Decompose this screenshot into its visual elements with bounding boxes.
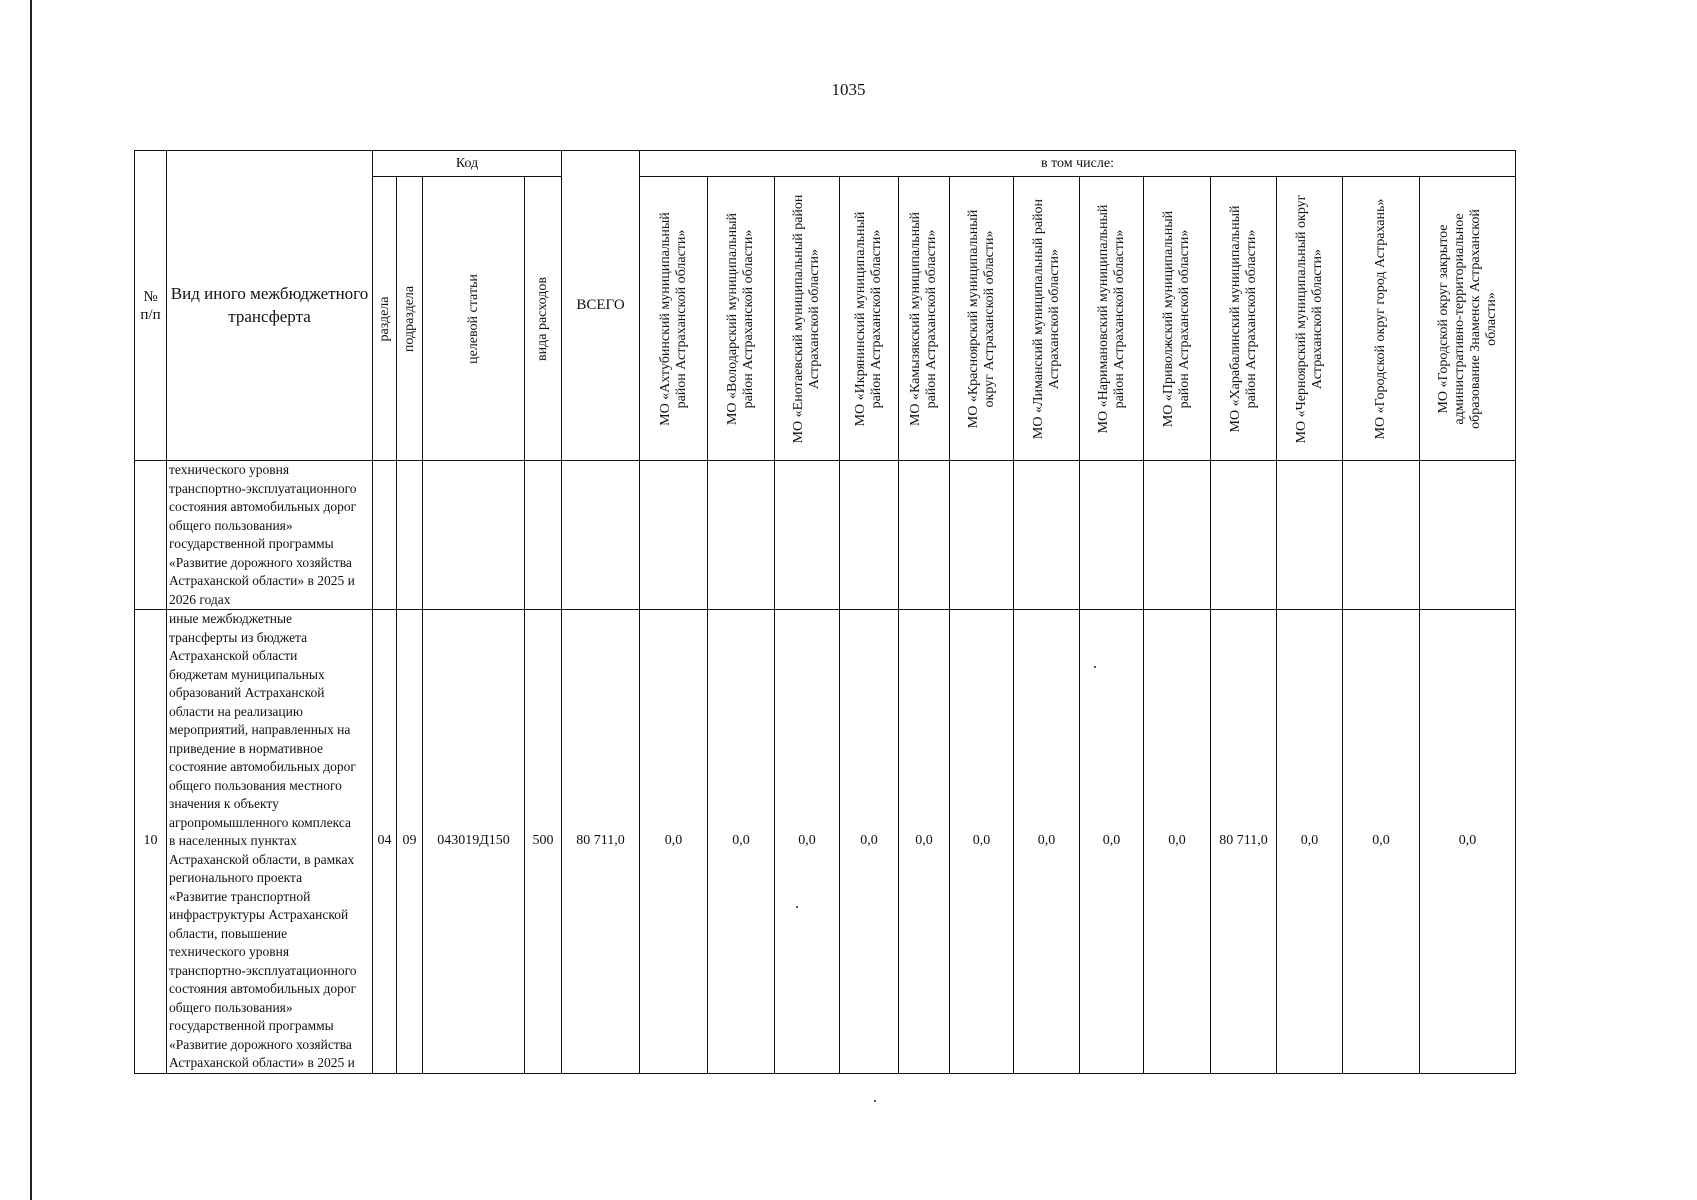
- description-line: транспортно-эксплуатационного: [169, 480, 357, 496]
- transfer-table: [134, 150, 1516, 1074]
- description-line: состояния автомобильных дорог: [169, 981, 357, 996]
- municipality-value: [1211, 461, 1277, 610]
- description-line: образований Астраханской: [169, 685, 325, 700]
- description-line: мероприятий, направленных на: [169, 722, 351, 737]
- header-including: в том числе:: [640, 151, 1516, 177]
- row-number: [135, 461, 167, 610]
- description-line: государственной программы: [169, 536, 334, 551]
- description-line: состояние автомобильных дорог: [169, 759, 356, 774]
- description-line: общего пользования местного: [169, 777, 342, 793]
- header-code-razdel: раздела: [373, 177, 397, 461]
- municipality-value: 0,0: [1144, 610, 1211, 1074]
- header-municipality: МО «Черноярский муниципальный округ Астраханской области»: [1277, 177, 1343, 461]
- header-municipality: МО «Володарский муниципальный район Астраханской области»: [708, 177, 775, 461]
- municipality-value: 0,0: [1420, 610, 1516, 1074]
- municipality-value: 0,0: [640, 610, 708, 1074]
- municipality-value: [950, 461, 1014, 610]
- description-line: значения к объекту: [169, 796, 279, 811]
- description-line: приведение в нормативное: [169, 740, 323, 756]
- code-podrazdel-value: [397, 461, 423, 610]
- header-municipality: МО «Камызякский муниципальный район Астраханской области»: [899, 177, 950, 461]
- header-transfer-type: Вид иного межбюджетного трансферта: [167, 151, 373, 461]
- header-municipality: МО «Приволжский муниципальный район Астраханской области»: [1144, 177, 1211, 461]
- municipality-value: 0,0: [1343, 610, 1420, 1074]
- header-code: Код: [373, 151, 562, 177]
- header-municipality: МО «Харабалинский муниципальный район Астраханской области»: [1211, 177, 1277, 461]
- municipality-value: [840, 461, 899, 610]
- description-line: государственной программы: [169, 1018, 334, 1033]
- scan-speck: [874, 1100, 876, 1102]
- municipality-value: 0,0: [775, 610, 840, 1074]
- municipality-value: [775, 461, 840, 610]
- header-code-podrazdel: подраздела: [397, 177, 423, 461]
- header-municipality: МО «Наримановский муниципальный район Астраханской области»: [1080, 177, 1144, 461]
- page-number: 1035: [831, 80, 866, 99]
- municipality-value: [1014, 461, 1080, 610]
- municipality-value: [1277, 461, 1343, 610]
- transfer-description: [167, 610, 373, 1074]
- description-line: регионального проекта: [169, 870, 303, 885]
- municipality-value: [899, 461, 950, 610]
- municipality-value: 0,0: [708, 610, 775, 1074]
- page-margin-line: [30, 0, 32, 1200]
- description-line: «Развитие транспортной: [169, 888, 311, 904]
- scan-speck: [1094, 666, 1096, 668]
- description-line: Астраханской области: [169, 648, 298, 663]
- description-line: области, повышение: [169, 925, 288, 941]
- header-row-number: № п/п: [135, 151, 167, 461]
- description-line: транспортно-эксплуатационного: [169, 962, 357, 978]
- municipality-value: 0,0: [899, 610, 950, 1074]
- description-line: общего пользования»: [169, 517, 293, 533]
- municipality-value: [1343, 461, 1420, 610]
- municipality-value: 0,0: [1014, 610, 1080, 1074]
- code-razdel-value: [373, 461, 397, 610]
- header-municipality: МО «Енотаевский муниципальный район Астраханской области»: [775, 177, 840, 461]
- description-line: Астраханской области» в 2025 и: [169, 573, 355, 588]
- municipality-value: [640, 461, 708, 610]
- code-expense-type-value: 500: [525, 610, 562, 1074]
- municipality-value: [1420, 461, 1516, 610]
- header-municipality: МО «Красноярский муниципальный округ Астраханской области»: [950, 177, 1014, 461]
- code-razdel-value: 04: [373, 610, 397, 1074]
- municipality-value: [1080, 461, 1144, 610]
- description-line: иные межбюджетные: [169, 611, 293, 626]
- municipality-value: 0,0: [1277, 610, 1343, 1074]
- municipality-value: 0,0: [950, 610, 1014, 1074]
- table-row: [135, 461, 1516, 610]
- description-line: Астраханской области, в рамках: [169, 851, 355, 867]
- description-line: «Развитие дорожного хозяйства: [169, 554, 352, 570]
- header-municipality: МО «Городской округ город Астрахань»: [1343, 177, 1420, 461]
- scan-speck: [796, 906, 798, 908]
- description-line: трансферты из бюджета: [169, 629, 308, 645]
- header-municipality: МО «Икрянинский муниципальный район Астраханской области»: [840, 177, 899, 461]
- code-target-value: 043019Д150: [423, 610, 525, 1074]
- municipality-value: 0,0: [840, 610, 899, 1074]
- code-expense-type-value: [525, 461, 562, 610]
- description-line: технического уровня: [169, 944, 290, 959]
- header-total: ВСЕГО: [562, 151, 640, 461]
- description-line: технического уровня: [169, 462, 290, 477]
- description-line: общего пользования»: [169, 999, 293, 1015]
- transfer-description: [167, 461, 373, 610]
- header-municipality: МО «Ахтубинский муниципальный район Астраханской области»: [640, 177, 708, 461]
- municipality-value: [1144, 461, 1211, 610]
- description-line: 2026 годах: [169, 591, 231, 607]
- header-municipality: МО «Лиманский муниципальный район Астраханской области»: [1014, 177, 1080, 461]
- total-value: 80 711,0: [562, 610, 640, 1074]
- code-target-value: [423, 461, 525, 610]
- description-line: инфраструктуры Астраханской: [169, 907, 349, 922]
- header-code-target: целевой статьи: [423, 177, 525, 461]
- description-line: в населенных пунктах: [169, 833, 297, 848]
- code-podrazdel-value: 09: [397, 610, 423, 1074]
- description-line: агропромышленного комплекса: [169, 814, 351, 830]
- total-value: [562, 461, 640, 610]
- municipality-value: 80 711,0: [1211, 610, 1277, 1074]
- row-number: 10: [135, 610, 167, 1074]
- table-row: [135, 610, 1516, 1074]
- header-code-expense-type: вида расходов: [525, 177, 562, 461]
- municipality-value: 0,0: [1080, 610, 1144, 1074]
- description-line: области на реализацию: [169, 703, 303, 719]
- description-line: состояния автомобильных дорог: [169, 499, 357, 514]
- description-line: бюджетам муниципальных: [169, 666, 325, 682]
- description-line: Астраханской области» в 2025 и: [169, 1055, 355, 1070]
- header-municipality: МО «Городской округ закрытое административно-территориальное образование Знаменск Астраханской области»: [1420, 177, 1516, 461]
- description-line: «Развитие дорожного хозяйства: [169, 1036, 352, 1052]
- municipality-value: [708, 461, 775, 610]
